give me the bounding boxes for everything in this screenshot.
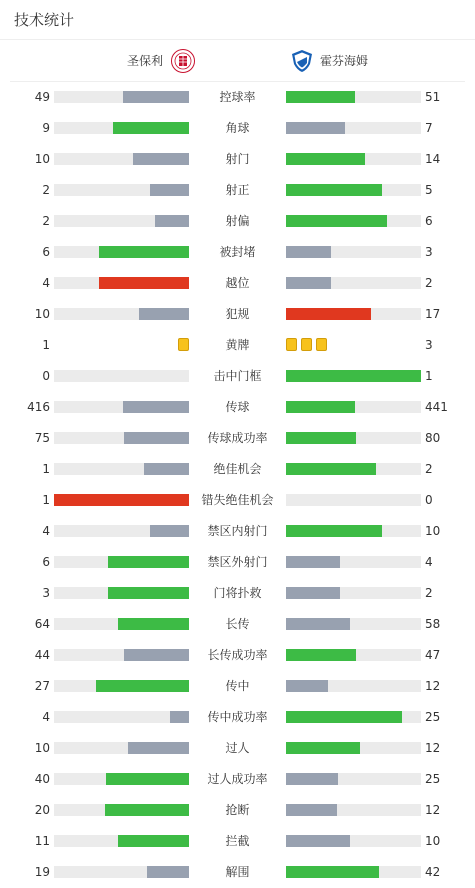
stat-label: 击中门框	[213, 369, 262, 383]
home-value: 10	[34, 307, 50, 321]
stat-row	[0, 547, 475, 578]
away-value: 42	[425, 865, 441, 879]
stat-label: 射偏	[225, 214, 250, 228]
home-team-name: 圣保利	[126, 54, 163, 68]
stat-label: 拦截	[225, 834, 250, 848]
home-bar-track	[54, 587, 189, 599]
away-value: 58	[425, 617, 441, 631]
stat-label: 角球	[225, 121, 250, 135]
away-bar-track	[286, 711, 421, 723]
stat-label: 错失绝佳机会	[201, 493, 274, 507]
stat-row	[0, 671, 475, 702]
home-bar	[54, 494, 189, 506]
away-bar	[286, 649, 356, 661]
away-value: 47	[425, 648, 441, 662]
away-bar	[286, 866, 379, 878]
away-bar	[286, 618, 350, 630]
yellow-card-icon	[286, 338, 297, 351]
home-value: 2	[42, 183, 50, 197]
home-bar	[118, 835, 189, 847]
home-bar	[118, 618, 189, 630]
stat-label: 射正	[225, 183, 250, 197]
away-bar-track	[286, 773, 421, 785]
away-bar	[286, 835, 350, 847]
home-bar	[144, 463, 189, 475]
home-bar-track	[54, 494, 189, 506]
teams-header	[10, 40, 465, 82]
away-bar-track	[286, 556, 421, 568]
away-value: 441	[425, 400, 448, 414]
away-bar	[286, 680, 328, 692]
stat-label: 禁区内射门	[207, 524, 268, 538]
away-bar	[286, 370, 421, 382]
stat-row	[0, 795, 475, 826]
stat-row	[0, 423, 475, 454]
away-bar-track	[286, 91, 421, 103]
away-value: 14	[425, 152, 441, 166]
stat-label: 传中成功率	[207, 710, 268, 724]
stat-label: 长传成功率	[207, 648, 268, 662]
stat-row	[0, 609, 475, 640]
away-bar	[286, 556, 340, 568]
away-bar	[286, 401, 355, 413]
yellow-card-icon	[316, 338, 327, 351]
away-bar-track	[286, 587, 421, 599]
away-bar	[286, 432, 356, 444]
home-bar-track	[54, 804, 189, 816]
stat-label: 被封堵	[219, 245, 256, 259]
away-value: 3	[425, 338, 433, 352]
home-bar-track	[54, 246, 189, 258]
stat-row	[0, 175, 475, 206]
home-bar	[124, 432, 189, 444]
away-bar-track	[286, 463, 421, 475]
away-value: 2	[425, 586, 433, 600]
away-yellow-cards	[286, 338, 327, 351]
stat-label: 传球	[225, 400, 250, 414]
away-value: 25	[425, 710, 441, 724]
stat-label: 禁区外射门	[207, 555, 268, 569]
away-bar-track	[286, 835, 421, 847]
away-value: 7	[425, 121, 433, 135]
home-bar	[96, 680, 189, 692]
away-bar	[286, 587, 340, 599]
away-bar	[286, 711, 402, 723]
stat-row	[0, 578, 475, 609]
stat-row	[0, 237, 475, 268]
stat-row	[0, 702, 475, 733]
stat-row	[0, 454, 475, 485]
home-value: 1	[42, 462, 50, 476]
away-value: 25	[425, 772, 441, 786]
stat-row	[0, 330, 475, 361]
stat-row	[0, 82, 475, 113]
home-bar-track	[54, 742, 189, 754]
home-value: 40	[34, 772, 50, 786]
yellow-card-icon	[301, 338, 312, 351]
home-bar-track	[54, 277, 189, 289]
home-bar-track	[54, 463, 189, 475]
home-bar	[128, 742, 189, 754]
home-value: 1	[42, 493, 50, 507]
home-value: 11	[34, 834, 50, 848]
home-bar-track	[54, 122, 189, 134]
away-value: 1	[425, 369, 433, 383]
home-bar-track	[54, 525, 189, 537]
home-bar-track	[54, 866, 189, 878]
home-value: 9	[42, 121, 50, 135]
away-team[interactable]	[290, 40, 368, 81]
stat-label: 过人成功率	[207, 772, 268, 786]
home-bar	[155, 215, 189, 227]
stat-label: 过人	[225, 741, 250, 755]
away-bar	[286, 742, 360, 754]
stat-label: 长传	[225, 617, 250, 631]
home-value: 6	[42, 555, 50, 569]
away-bar-track	[286, 184, 421, 196]
stat-label: 绝佳机会	[213, 462, 262, 476]
away-bar	[286, 246, 331, 258]
away-bar-track	[286, 866, 421, 878]
home-bar-track	[54, 835, 189, 847]
home-bar	[105, 804, 189, 816]
away-bar-track	[286, 153, 421, 165]
stat-row	[0, 392, 475, 423]
away-bar-track	[286, 401, 421, 413]
away-bar-track	[286, 308, 421, 320]
home-bar-track	[54, 773, 189, 785]
home-bar	[170, 711, 189, 723]
away-value: 4	[425, 555, 433, 569]
away-value: 6	[425, 214, 433, 228]
away-bar-track	[286, 525, 421, 537]
hoffenheim-crest-icon	[290, 49, 314, 73]
away-bar	[286, 804, 337, 816]
away-bar-track	[286, 246, 421, 258]
stat-row	[0, 268, 475, 299]
home-bar	[150, 184, 189, 196]
home-value: 75	[34, 431, 50, 445]
stat-row	[0, 485, 475, 516]
stat-row	[0, 764, 475, 795]
home-value: 10	[34, 152, 50, 166]
stat-row	[0, 516, 475, 547]
stat-label: 控球率	[219, 90, 256, 104]
away-value: 12	[425, 741, 441, 755]
home-bar	[133, 153, 189, 165]
home-bar-track	[54, 680, 189, 692]
yellow-card-icon	[178, 338, 189, 351]
home-value: 416	[27, 400, 50, 414]
home-bar	[99, 246, 189, 258]
away-bar-track	[286, 680, 421, 692]
home-bar	[123, 91, 189, 103]
home-bar	[139, 308, 189, 320]
away-bar-track	[286, 277, 421, 289]
stat-row	[0, 640, 475, 671]
home-bar	[123, 401, 189, 413]
stat-row	[0, 144, 475, 175]
away-bar	[286, 308, 371, 320]
stat-label: 犯规	[225, 307, 250, 321]
home-bar-track	[54, 432, 189, 444]
home-bar-track	[54, 370, 189, 382]
stat-label: 黄牌	[225, 338, 250, 352]
home-value: 1	[42, 338, 50, 352]
home-bar-track	[54, 215, 189, 227]
away-bar	[286, 153, 365, 165]
away-bar	[286, 277, 331, 289]
stat-row	[0, 299, 475, 330]
stat-label: 传球成功率	[207, 431, 268, 445]
home-value: 6	[42, 245, 50, 259]
stat-row	[0, 857, 475, 888]
stat-label: 解围	[225, 865, 250, 879]
home-bar	[124, 649, 189, 661]
away-value: 0	[425, 493, 433, 507]
away-bar-track	[286, 432, 421, 444]
away-value: 2	[425, 276, 433, 290]
home-value: 49	[34, 90, 50, 104]
home-bar-track	[54, 711, 189, 723]
home-value: 4	[42, 524, 50, 538]
stat-label: 传中	[225, 679, 250, 693]
home-bar	[108, 556, 189, 568]
stat-row	[0, 733, 475, 764]
home-value: 4	[42, 276, 50, 290]
away-value: 12	[425, 679, 441, 693]
home-value: 3	[42, 586, 50, 600]
away-bar	[286, 184, 382, 196]
stat-row	[0, 361, 475, 392]
away-bar-track	[286, 618, 421, 630]
home-team[interactable]	[127, 40, 195, 81]
home-bar-track	[54, 308, 189, 320]
home-bar	[99, 277, 189, 289]
away-value: 17	[425, 307, 441, 321]
away-bar	[286, 525, 382, 537]
st-pauli-crest-icon	[171, 49, 195, 73]
home-bar	[108, 587, 189, 599]
away-value: 5	[425, 183, 433, 197]
home-value: 0	[42, 369, 50, 383]
home-value: 64	[34, 617, 50, 631]
home-bar	[147, 866, 189, 878]
stat-row	[0, 113, 475, 144]
away-bar	[286, 122, 345, 134]
away-bar-track	[286, 742, 421, 754]
home-value: 19	[34, 865, 50, 879]
home-value: 44	[34, 648, 50, 662]
away-bar-track	[286, 804, 421, 816]
stat-row	[0, 826, 475, 857]
away-bar-track	[286, 370, 421, 382]
away-bar	[286, 463, 376, 475]
away-bar	[286, 215, 387, 227]
away-value: 12	[425, 803, 441, 817]
home-bar	[113, 122, 189, 134]
home-bar	[106, 773, 189, 785]
away-bar-track	[286, 494, 421, 506]
home-bar-track	[54, 184, 189, 196]
home-value: 20	[34, 803, 50, 817]
stat-label: 越位	[225, 276, 250, 290]
stat-label: 抢断	[225, 803, 250, 817]
stat-row	[0, 206, 475, 237]
stat-label: 门将扑救	[213, 586, 262, 600]
home-bar-track	[54, 556, 189, 568]
away-value: 3	[425, 245, 433, 259]
home-bar-track	[54, 618, 189, 630]
home-value: 10	[34, 741, 50, 755]
away-team-name: 霍芬海姆	[320, 54, 369, 68]
away-value: 80	[425, 431, 441, 445]
home-value: 27	[34, 679, 50, 693]
home-bar	[150, 525, 189, 537]
home-bar-track	[54, 401, 189, 413]
away-bar	[286, 773, 338, 785]
home-value: 2	[42, 214, 50, 228]
away-bar	[286, 91, 355, 103]
away-value: 51	[425, 90, 441, 104]
away-bar-track	[286, 649, 421, 661]
home-bar-track	[54, 153, 189, 165]
home-value: 4	[42, 710, 50, 724]
away-bar-track	[286, 122, 421, 134]
away-value: 2	[425, 462, 433, 476]
stat-label: 射门	[225, 152, 250, 166]
away-bar-track	[286, 215, 421, 227]
home-yellow-cards	[178, 338, 189, 351]
home-bar-track	[54, 649, 189, 661]
away-value: 10	[425, 524, 441, 538]
away-value: 10	[425, 834, 441, 848]
page-title: 技术统计	[0, 0, 475, 40]
home-bar-track	[54, 91, 189, 103]
